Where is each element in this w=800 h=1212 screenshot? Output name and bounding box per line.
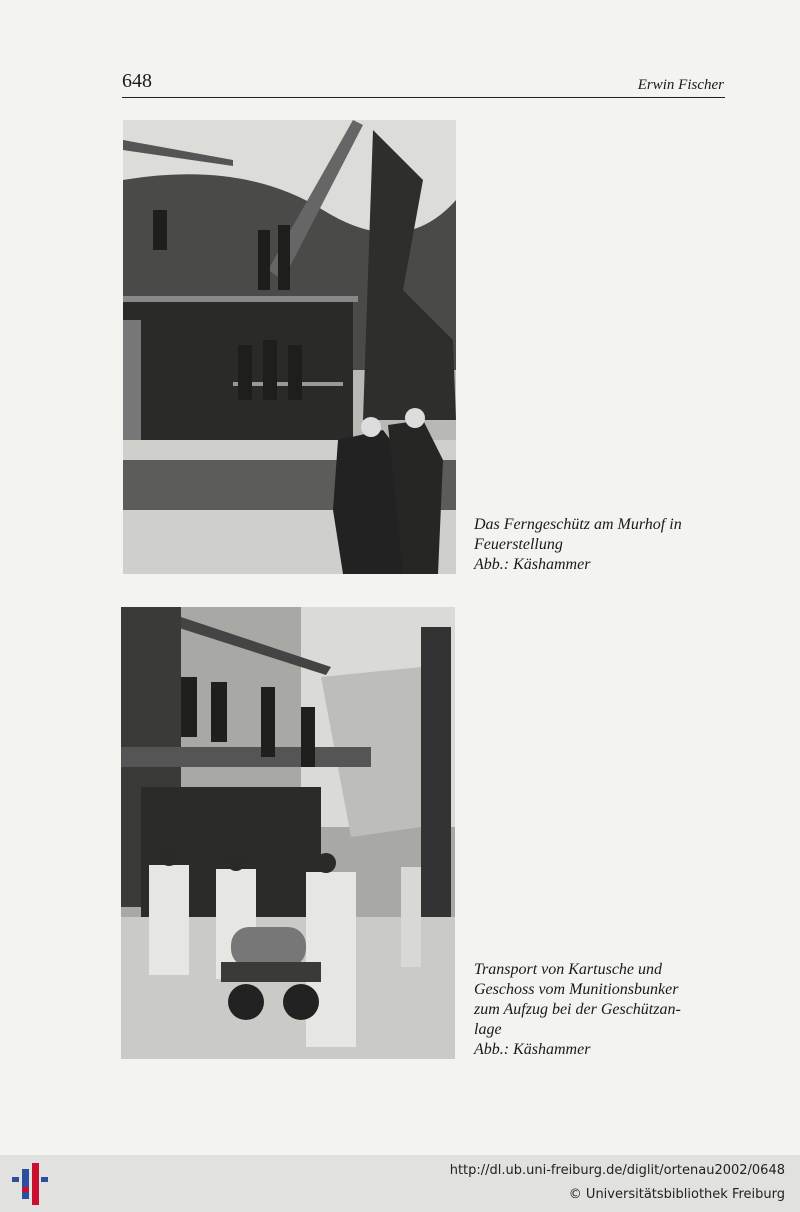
caption-line: Transport von Kartusche und: [474, 961, 663, 978]
figure-caption-2: [474, 960, 724, 1060]
photo-long-range-gun: [123, 120, 456, 574]
copyright-notice: © Universitätsbibliothek Freiburg: [568, 1187, 785, 1202]
page-number: 648: [122, 70, 152, 92]
viewer-footer: [0, 1155, 800, 1212]
caption-line: zum Aufzug bei der Geschützan-: [474, 1001, 681, 1018]
caption-line: Geschoss vom Munitionsbunker: [474, 981, 679, 998]
caption-credit: Abb.: Käshammer: [474, 1041, 591, 1058]
photo-ammunition-transport: [121, 607, 455, 1059]
header-rule: [122, 97, 725, 98]
caption-line: Feuerstellung: [474, 536, 563, 553]
running-head-author: Erwin Fischer: [637, 77, 724, 93]
university-library-logo-icon: [12, 1163, 48, 1205]
figure-caption-1: [474, 515, 724, 575]
caption-credit: Abb.: Käshammer: [474, 556, 591, 573]
caption-line: Das Ferngeschütz am Murhof in: [474, 516, 682, 533]
caption-line: lage: [474, 1021, 502, 1038]
permalink-url[interactable]: http://dl.ub.uni-freiburg.de/diglit/ortenau2002/0648: [449, 1163, 785, 1178]
